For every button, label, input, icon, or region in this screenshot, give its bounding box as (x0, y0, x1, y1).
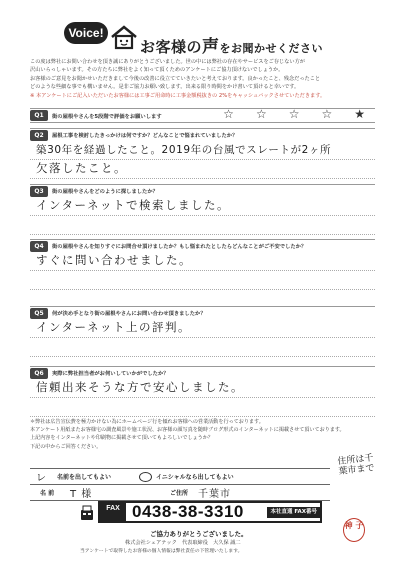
answer-line (30, 141, 375, 160)
company-name: 株式会社シェアテック 代表取締役 大久保 誠二 (125, 540, 241, 546)
question-text: 実際に弊社担当者がお伺いしていかがでしたか？ (52, 371, 169, 377)
answer-line (30, 398, 375, 417)
fax-box (98, 501, 322, 523)
answer-line (30, 197, 375, 216)
question-5 (30, 306, 375, 357)
answer-line (30, 216, 375, 235)
answer-text: すぐに問い合わせました。 (36, 253, 192, 267)
answer-text: インターネットで検索しました。 (36, 198, 230, 212)
answer-line (30, 160, 375, 179)
question-text: 街の屋根やさんを知りすぐにお問合せ頂けましたか？もし悩まれたとしたらどんなことがご不安でしたか？ (52, 244, 307, 250)
star-rating[interactable] (223, 108, 365, 121)
star-icon: ☆ (255, 107, 267, 121)
star-icon: ★ (354, 107, 365, 121)
name-label: 名 前 (40, 490, 55, 497)
thanks-message: ご協力ありがとうございました。 (150, 530, 248, 538)
intro-text: この度は弊社にお問い合わせを頂き誠にありがとうございました。世の中には弊社の存在やサービスをご存じない方が 沢山いらっしゃいます。その方たちに弊社をよく知って頂くためのアンケートにご協力頂けないでしょうか。 お客様のご意見をお聞かせいただきまして今後の改善に役立てていきたいと考えております。良かったこと、残念だったこと どのような些細な事でも構いません。是非ご協力お願い致します。出来る限り時間をかけ書いて頂けると幸いです。 ※ 本アンケートにご記入いただいたお客様には工事ご用命時に工事金額税抜きの 2%をキャッシュバックさせていただきます。 (30, 58, 375, 100)
question-number: Q4 (30, 241, 48, 252)
answer-line (30, 379, 375, 398)
check-mark[interactable]: レ (36, 473, 47, 484)
answer-text: 欠落したこと。 (36, 161, 127, 175)
fax-side-label: 本社直通 FAX番号 (267, 507, 320, 518)
handwritten-side-note: 住所は千葉市まで (337, 453, 375, 478)
voice-badge: Voice! (64, 22, 108, 44)
hanko-seal: 神 子 (343, 518, 365, 542)
name-value[interactable]: T 様 (70, 489, 93, 500)
answer-text: インターネット上の評判。 (36, 320, 191, 334)
question-text: 街の屋根やさんを5段階で評価をお願いします (52, 113, 162, 120)
question-text: 街の屋根やさんをどのように探しましたか？ (52, 189, 158, 195)
publication-note: ＊弊社は広告宣伝費を極力かけない為にホームページ行を傾れお客様への営業活動を行っております。 本アンケート用紙またお客様宅の調査風景や施工状況、お客様の顔写真を随時ブログ形式のインターネットに掲載させて頂いております。 上記内容をインターネットや印刷物に掲載させて頂いてもよろしいでしょうか？ 下記の中からご回答ください。 (30, 419, 345, 450)
permission-row (30, 469, 330, 485)
house-icon (110, 24, 138, 50)
answer-text: 信頼出来そうな方で安心しました。 (36, 380, 244, 394)
star-icon: ☆ (321, 107, 333, 121)
address-value[interactable]: 千葉市 (198, 489, 231, 500)
question-number: Q3 (30, 186, 48, 197)
answer-line (30, 271, 375, 290)
cashback-note: ※ 本アンケートにご記入いただいたお客様には工事ご用命時に工事金額税抜きの 2%をキャッシュバックさせていただきます。 (30, 92, 326, 99)
question-number: Q1 (30, 110, 48, 121)
question-1 (30, 108, 375, 123)
question-text: 屋根工事を検討したきっかけは何ですか？どんなことで悩まれていましたか？ (52, 133, 238, 139)
answer-line (30, 319, 375, 338)
privacy-footnote: 当アンケートで取得したお客様の個人情報は弊社責任の下管理いたします。 (80, 549, 243, 554)
fax-machine-icon (80, 505, 94, 521)
star-icon: ☆ (223, 107, 234, 121)
star-icon: ☆ (288, 107, 300, 121)
answer-line (30, 338, 375, 357)
fax-number[interactable]: 0438-38-3310 (132, 502, 244, 521)
fax-label: FAX (100, 503, 126, 521)
question-number: Q2 (30, 130, 48, 141)
name-ok-label: 名前を出してもよい (57, 474, 112, 481)
initial-ok-label: イニシャルなら出してもよい (156, 474, 234, 481)
question-number: Q6 (30, 368, 48, 379)
question-2 (30, 128, 375, 179)
address-label: ご住所 (170, 490, 189, 497)
question-3 (30, 184, 375, 235)
initial-ok-checkbox[interactable] (139, 472, 152, 482)
answer-text: 築30年を経過したこと。2019年の台風でスレートが2ヶ所 (36, 144, 332, 156)
answer-line (30, 252, 375, 271)
question-4 (30, 239, 375, 290)
question-6 (30, 366, 375, 417)
page-title: お客様の声をお聞かせください (140, 37, 324, 57)
name-permission-table (30, 468, 330, 501)
question-number: Q5 (30, 308, 48, 319)
question-text: 何が決め手となり街の屋根やさんにお問い合わせ頂きましたか？ (52, 311, 206, 317)
name-address-row (30, 485, 330, 501)
